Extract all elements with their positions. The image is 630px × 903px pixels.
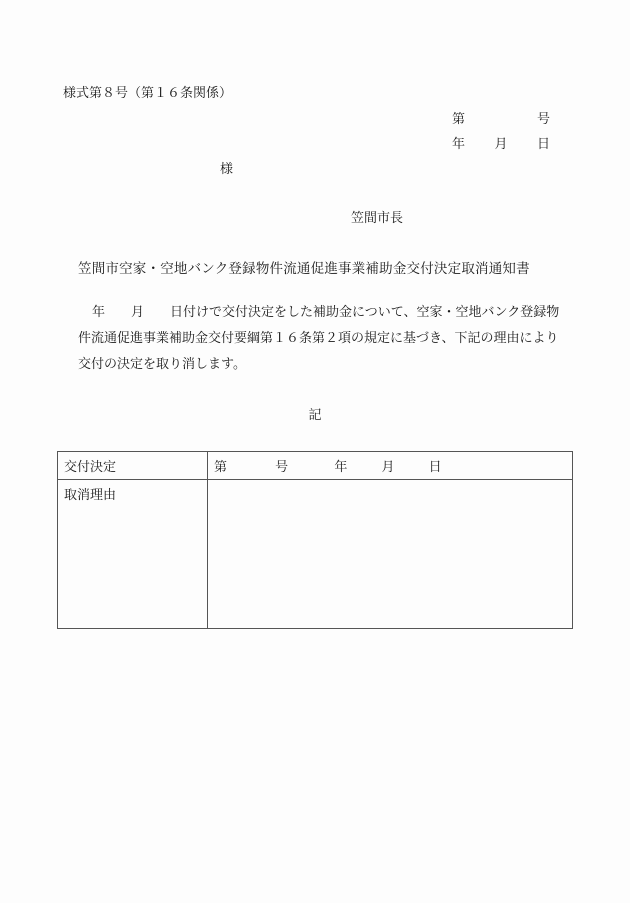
grant-decision-label: 交付決定 [58, 452, 208, 480]
date-year: 年 [452, 137, 466, 152]
document-number [452, 108, 550, 127]
cancellation-reason-value[interactable] [208, 480, 573, 629]
decision-year: 年 [334, 460, 348, 475]
cancellation-reason-label: 取消理由 [58, 480, 208, 629]
document-number-go: 号 [536, 112, 550, 127]
table-row [58, 480, 573, 629]
decision-month: 月 [381, 460, 395, 475]
form-number: 様式第８号（第１６条関係） [63, 86, 233, 101]
body-text [78, 300, 566, 378]
decision-day: 日 [428, 460, 442, 475]
table-row [58, 452, 573, 480]
date-day: 日 [536, 137, 550, 152]
document-title: 笠間市空家・空地バンク登録物件流通促進事業補助金交付決定取消通知書 [78, 261, 530, 277]
document-number-dai: 第 [452, 112, 466, 127]
decision-go: 号 [275, 460, 289, 475]
ki-heading: 記 [308, 408, 322, 423]
detail-table [57, 451, 573, 629]
date-month: 月 [494, 137, 508, 152]
document-date [452, 133, 550, 152]
issuer: 笠間市長 [351, 211, 404, 226]
body-paragraph: 年 月 日付けで交付決定をした補助金について、空家・空地バンク登録物件流通促進事業補助金交付要綱第１６条第２項の規定に基づき、下記の理由により交付の決定を取り消します。 [78, 305, 560, 372]
decision-dai: 第 [214, 460, 228, 475]
grant-decision-value [208, 452, 573, 480]
addressee: 様 [220, 162, 234, 177]
